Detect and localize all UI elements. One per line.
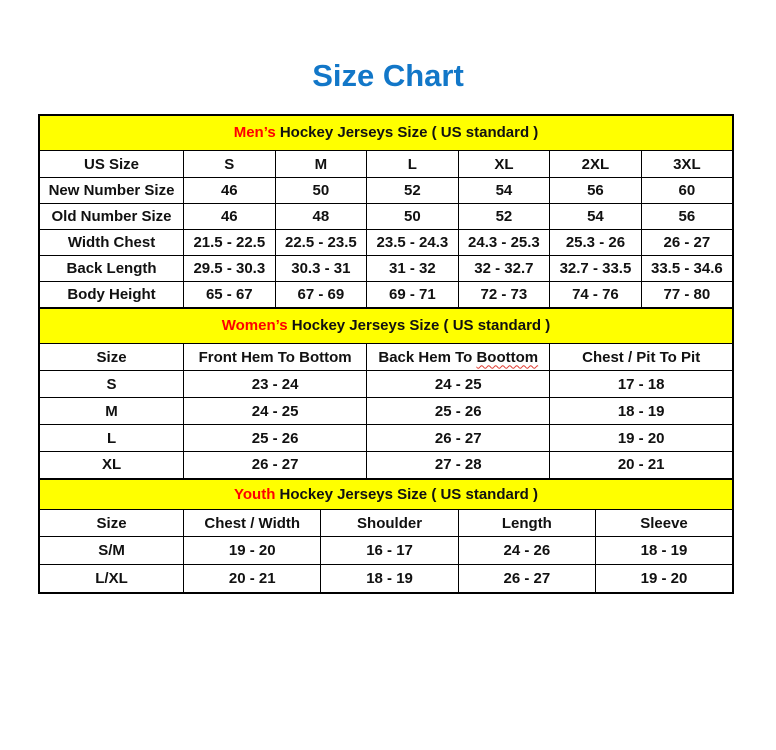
column-header: Length bbox=[458, 510, 595, 537]
womens-size-table-header-row bbox=[39, 344, 733, 371]
table-row bbox=[39, 398, 733, 425]
row-label: M bbox=[39, 398, 184, 425]
row-label: New Number Size bbox=[39, 178, 184, 204]
row-label: XL bbox=[39, 452, 184, 479]
youth-size-table-banner bbox=[39, 479, 733, 510]
table-cell: 19 - 20 bbox=[596, 565, 733, 593]
table-cell: 46 bbox=[184, 178, 276, 204]
banner-rest-text: Hockey Jerseys Size ( US standard ) bbox=[275, 124, 539, 142]
table-cell: 24 - 25 bbox=[184, 398, 367, 425]
row-label: Width Chest bbox=[39, 230, 184, 256]
column-header: Chest / Pit To Pit bbox=[550, 344, 733, 371]
table-row bbox=[39, 452, 733, 479]
table-cell: 18 - 19 bbox=[596, 537, 733, 565]
table-cell: 56 bbox=[550, 178, 642, 204]
table-cell: 24 - 26 bbox=[458, 537, 595, 565]
table-cell: 18 - 19 bbox=[550, 398, 733, 425]
table-cell: 50 bbox=[367, 204, 459, 230]
table-cell: 19 - 20 bbox=[550, 425, 733, 452]
table-row bbox=[39, 178, 733, 204]
table-cell: 30.3 - 31 bbox=[275, 256, 367, 282]
column-header: US Size bbox=[39, 151, 184, 178]
column-header: S bbox=[184, 151, 276, 178]
table-cell: 72 - 73 bbox=[458, 282, 550, 308]
table-cell: 24.3 - 25.3 bbox=[458, 230, 550, 256]
table-cell: 74 - 76 bbox=[550, 282, 642, 308]
table-cell: 26 - 27 bbox=[458, 565, 595, 593]
table-row bbox=[39, 371, 733, 398]
youth-size-table-banner-row bbox=[39, 479, 733, 510]
table-cell: 16 - 17 bbox=[321, 537, 458, 565]
row-label: L/XL bbox=[39, 565, 184, 593]
table-row bbox=[39, 256, 733, 282]
table-row bbox=[39, 537, 733, 565]
table-row bbox=[39, 282, 733, 308]
page-title: Size Chart bbox=[312, 58, 464, 93]
mens-size-table-banner bbox=[39, 115, 733, 151]
row-label: S/M bbox=[39, 537, 184, 565]
column-header: Chest / Width bbox=[184, 510, 321, 537]
banner-rest-text: Hockey Jerseys Size ( US standard ) bbox=[275, 485, 538, 503]
table-cell: 50 bbox=[275, 178, 367, 204]
mens-size-table-banner-row bbox=[39, 115, 733, 151]
table-cell: 31 - 32 bbox=[367, 256, 459, 282]
table-cell: 52 bbox=[458, 204, 550, 230]
size-chart-page bbox=[0, 58, 776, 750]
table-cell: 18 - 19 bbox=[321, 565, 458, 593]
table-cell: 32.7 - 33.5 bbox=[550, 256, 642, 282]
table-cell: 26 - 27 bbox=[641, 230, 733, 256]
table-cell: 54 bbox=[458, 178, 550, 204]
header-text: Back Hem To bbox=[378, 348, 477, 366]
column-header: L bbox=[367, 151, 459, 178]
table-cell: 26 - 27 bbox=[367, 425, 550, 452]
table-cell: 29.5 - 30.3 bbox=[184, 256, 276, 282]
table-cell: 25 - 26 bbox=[367, 398, 550, 425]
womens-size-table-banner bbox=[39, 308, 733, 344]
column-header: Front Hem To Bottom bbox=[184, 344, 367, 371]
table-cell: 26 - 27 bbox=[184, 452, 367, 479]
row-label: L bbox=[39, 425, 184, 452]
table-row bbox=[39, 565, 733, 593]
column-header: M bbox=[275, 151, 367, 178]
row-label: Old Number Size bbox=[39, 204, 184, 230]
table-cell: 67 - 69 bbox=[275, 282, 367, 308]
youth-size-table-header-row bbox=[39, 510, 733, 537]
table-cell: 17 - 18 bbox=[550, 371, 733, 398]
column-header bbox=[367, 344, 550, 371]
table-cell: 20 - 21 bbox=[550, 452, 733, 479]
table-cell: 27 - 28 bbox=[367, 452, 550, 479]
table-cell: 48 bbox=[275, 204, 367, 230]
banner-rest-text: Hockey Jerseys Size ( US standard ) bbox=[287, 317, 551, 335]
table-cell: 60 bbox=[641, 178, 733, 204]
womens-size-table bbox=[38, 307, 734, 480]
column-header: Size bbox=[39, 344, 184, 371]
table-cell: 25 - 26 bbox=[184, 425, 367, 452]
table-cell: 22.5 - 23.5 bbox=[275, 230, 367, 256]
table-cell: 25.3 - 26 bbox=[550, 230, 642, 256]
row-label: Back Length bbox=[39, 256, 184, 282]
table-cell: 54 bbox=[550, 204, 642, 230]
table-cell: 23.5 - 24.3 bbox=[367, 230, 459, 256]
table-cell: 77 - 80 bbox=[641, 282, 733, 308]
column-header: Sleeve bbox=[596, 510, 733, 537]
misspelled-word: Boottom bbox=[476, 348, 539, 366]
table-cell: 65 - 67 bbox=[184, 282, 276, 308]
table-cell: 23 - 24 bbox=[184, 371, 367, 398]
table-cell: 52 bbox=[367, 178, 459, 204]
row-label: Body Height bbox=[39, 282, 184, 308]
column-header: 2XL bbox=[550, 151, 642, 178]
column-header: XL bbox=[458, 151, 550, 178]
banner-highlight-text: Men’s bbox=[233, 124, 276, 142]
table-cell: 33.5 - 34.6 bbox=[641, 256, 733, 282]
banner-highlight-text: Youth bbox=[234, 485, 276, 503]
mens-size-table bbox=[38, 114, 734, 309]
table-row bbox=[39, 425, 733, 452]
column-header: 3XL bbox=[641, 151, 733, 178]
table-cell: 24 - 25 bbox=[367, 371, 550, 398]
table-cell: 20 - 21 bbox=[184, 565, 321, 593]
table-cell: 69 - 71 bbox=[367, 282, 459, 308]
table-cell: 32 - 32.7 bbox=[458, 256, 550, 282]
column-header: Size bbox=[39, 510, 184, 537]
womens-size-table-banner-row bbox=[39, 308, 733, 344]
mens-size-table-header-row bbox=[39, 151, 733, 178]
row-label: S bbox=[39, 371, 184, 398]
table-cell: 46 bbox=[184, 204, 276, 230]
table-row bbox=[39, 204, 733, 230]
table-cell: 19 - 20 bbox=[184, 537, 321, 565]
youth-size-table bbox=[38, 478, 734, 594]
column-header: Shoulder bbox=[321, 510, 458, 537]
table-cell: 56 bbox=[641, 204, 733, 230]
size-chart-tables bbox=[38, 114, 734, 594]
table-row bbox=[39, 230, 733, 256]
banner-highlight-text: Women’s bbox=[221, 317, 288, 335]
table-cell: 21.5 - 22.5 bbox=[184, 230, 276, 256]
